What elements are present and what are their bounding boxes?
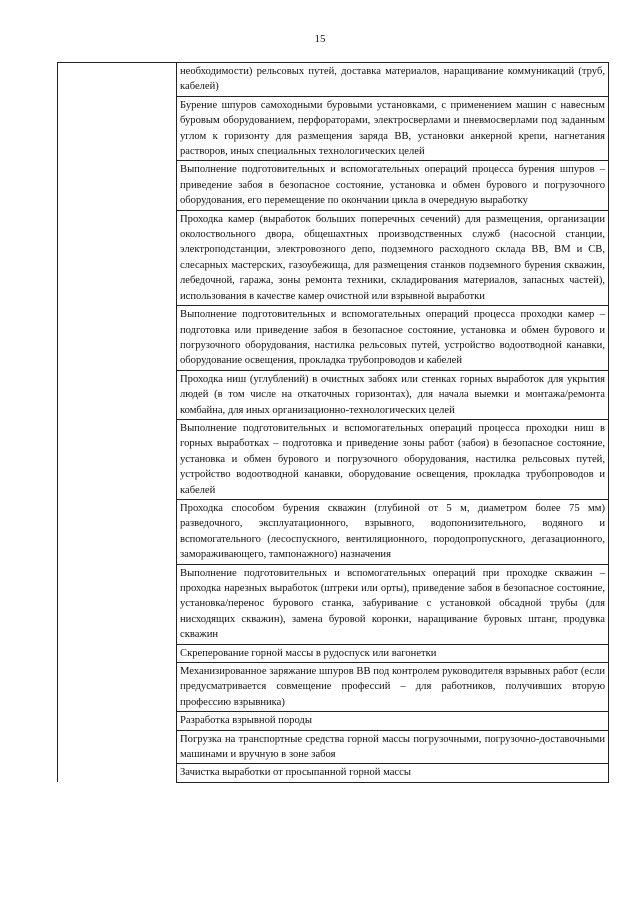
- table-cell: Механизированное заряжание шпуров ВВ под контролем руководителя взрывных работ (если предусматривается совмещение профессий – для работников, получивших вторую профессию взрывника): [177, 663, 609, 712]
- table-cell: Проходка ниш (углублений) в очистных забоях или стенках горных выработок для укрытия людей (в том числе на откаточных горизонтах), для начала выемки и монтажа/ремонта комбайна, для иных организационно-технологических целей: [177, 370, 609, 419]
- page-number: 15: [314, 33, 326, 45]
- table-cell: Выполнение подготовительных и вспомогательных операций процесса проходки камер – подготовка или приведение забоя в безопасное состояние, установка и обмен бурового и погрузочного оборудования, настилка рельсовых путей, устройство водоотводной канавки, оборудование освещения, прокладка трубопроводов и кабелей: [177, 306, 609, 371]
- table-cell: Погрузка на транспортные средства горной массы погрузочными, погрузочно-доставочными машинами и вручную в зоне забоя: [177, 730, 609, 764]
- table-row: [58, 63, 609, 97]
- left-column-cell: [58, 63, 177, 783]
- table-cell: Бурение шпуров самоходными буровыми установками, с применением машин с навесным буровым оборудованием, перфораторами, электросверлами и пневмосверлами под заданным углом к горизонту для размещения заряда ВВ, установки анкерной крепи, нагнетания растворов, иных специальных технологических целей: [177, 96, 609, 161]
- table-cell: Выполнение подготовительных и вспомогательных операций при проходке скважин – проходка нарезных выработок (штреки или орты), приведение забоя в безопасное состояние, установка/перенос бурового станка, забуривание с установкой обсадной трубы (для нисходящих скважин), замена буровой коронки, наращивание буровых штанг, продувка скважин: [177, 564, 609, 644]
- table-cell: необходимости) рельсовых путей, доставка материалов, наращивание коммуникаций (труб, кабелей): [177, 63, 609, 97]
- table-cell: Выполнение подготовительных и вспомогательных операций процесса проходки ниш в горных выработках – подготовка и приведение зоны работ (забоя) в безопасное состояние, установка и обмен бурового и погрузочного оборудования, настилка рельсовых путей, устройство водоотводной канавки, оборудование освещения, прокладка трубопроводов и кабелей: [177, 419, 609, 499]
- work-functions-table: [57, 62, 609, 783]
- table-cell: Проходка камер (выработок больших поперечных сечений) для размещения, организации околоствольного двора, общешахтных производственных служб (насосной станции, электроподстанции, электровозного депо, подземного расходного склада ВВ, ВМ и СВ, слесарных мастерских, газоубежища, для размещения станков подземного бурения скважин, лебедочной, гаража, зоны ремонта техники, складирования материалов, запасных частей), использования в качестве камер очистной или взрывной выработки: [177, 210, 609, 305]
- table-cell: Скреперование горной массы в рудоспуск или вагонетки: [177, 644, 609, 662]
- table-cell: Выполнение подготовительных и вспомогательных операций процесса бурения шпуров – приведение забоя в безопасное состояние, установка и обмен бурового и погрузочного оборудования, его перемещение по окончании цикла в очередную выработку: [177, 161, 609, 210]
- table-cell: Зачистка выработки от просыпанной горной массы: [177, 764, 609, 782]
- table-cell: Проходка способом бурения скважин (глубиной от 5 м, диаметром более 75 мм) разведочного, эксплуатационного, взрывного, водопонизительного, водяного и вспомогательного (лесоспускного, вентиляционного, породопропускного, дегазационного, замораживающего, тампонажного) назначения: [177, 499, 609, 564]
- table-cell: Разработка взрывной породы: [177, 712, 609, 730]
